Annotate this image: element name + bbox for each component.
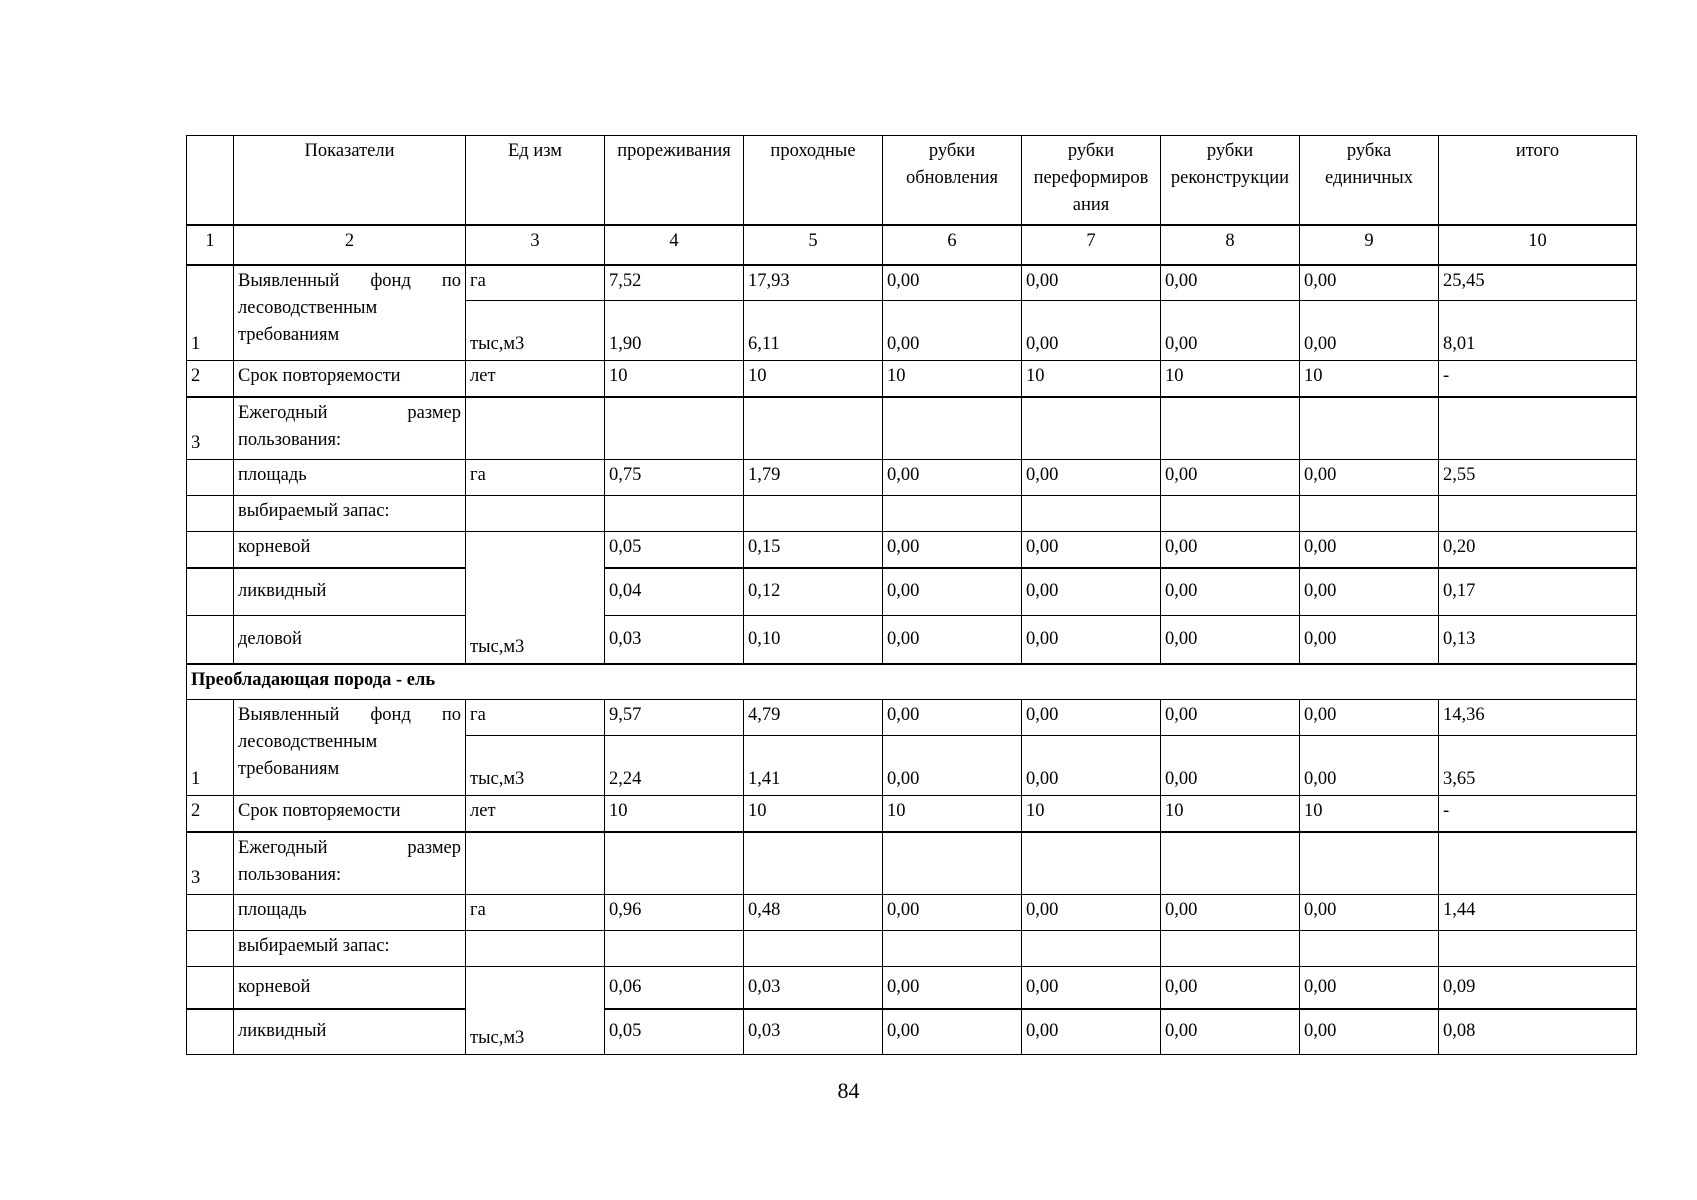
header-cell-passing: проходные <box>744 136 883 225</box>
header-cell-total: итого <box>1439 136 1637 225</box>
table-row <box>187 931 1637 967</box>
value-cell: 8,01 <box>1439 301 1637 361</box>
empty-cell <box>187 460 234 496</box>
value-cell: 0,00 <box>1300 532 1439 568</box>
value-cell: 0,17 <box>1439 568 1637 616</box>
value-cell: 0,00 <box>883 700 1022 736</box>
table-row <box>187 265 1637 301</box>
row-label-stock: выбираемый запас: <box>234 931 466 967</box>
value-cell: 0,00 <box>1161 1009 1300 1055</box>
value-cell: 1,44 <box>1439 895 1637 931</box>
value-cell: 0,00 <box>1161 301 1300 361</box>
table-row <box>187 568 1637 616</box>
header-line: ания <box>1072 195 1110 215</box>
value-cell: 0,00 <box>1161 265 1300 301</box>
empty-cell <box>1161 397 1300 460</box>
column-number: 7 <box>1022 225 1161 265</box>
table-row <box>187 397 1637 460</box>
value-cell: 10 <box>1022 796 1161 832</box>
value-cell: 0,00 <box>1022 460 1161 496</box>
column-number: 6 <box>883 225 1022 265</box>
label-line: требованиям <box>238 759 340 779</box>
header-cell-reformation <box>1022 136 1161 225</box>
row-label-liquid: ликвидный <box>234 1009 466 1055</box>
value-cell: 10 <box>605 361 744 397</box>
empty-cell <box>1439 832 1637 895</box>
label-line: пользования: <box>238 864 342 885</box>
header-line: рубка <box>1346 141 1392 161</box>
column-number: 10 <box>1439 225 1637 265</box>
value-cell: 6,11 <box>744 301 883 361</box>
value-cell: 0,04 <box>605 568 744 616</box>
value-cell: 9,57 <box>605 700 744 736</box>
label-line: пользования: <box>238 429 342 450</box>
value-cell: 0,00 <box>1161 460 1300 496</box>
value-cell: 0,03 <box>605 616 744 664</box>
value-cell: - <box>1439 361 1637 397</box>
empty-cell <box>1439 931 1637 967</box>
label-line: Выявленный фонд по <box>238 705 461 725</box>
section-title: Преобладающая порода - ель <box>187 664 1637 700</box>
value-cell: 2,24 <box>605 736 744 796</box>
value-cell: 0,12 <box>744 568 883 616</box>
value-cell: 0,00 <box>1300 895 1439 931</box>
empty-cell <box>466 496 605 532</box>
table-row <box>187 796 1637 832</box>
value-cell: 10 <box>883 796 1022 832</box>
value-cell: 3,65 <box>1439 736 1637 796</box>
row-label-area: площадь <box>234 895 466 931</box>
value-cell: 0,00 <box>1300 460 1439 496</box>
header-row <box>187 136 1637 225</box>
header-line: реконструкции <box>1170 168 1290 188</box>
value-cell: 0,00 <box>1022 616 1161 664</box>
value-cell: 0,00 <box>1161 736 1300 796</box>
empty-cell <box>187 895 234 931</box>
row-label-area: площадь <box>234 460 466 496</box>
empty-cell <box>605 832 744 895</box>
column-number: 1 <box>187 225 234 265</box>
empty-cell <box>883 832 1022 895</box>
header-line: рубки <box>1206 141 1254 161</box>
empty-cell <box>1022 931 1161 967</box>
row-number: 2 <box>187 796 234 832</box>
empty-cell <box>883 397 1022 460</box>
empty-cell <box>1439 496 1637 532</box>
value-cell: 0,00 <box>883 265 1022 301</box>
value-cell: 0,00 <box>1300 301 1439 361</box>
column-number-row <box>187 225 1637 265</box>
row-label-root: корневой <box>234 967 466 1009</box>
empty-cell <box>744 397 883 460</box>
empty-cell <box>1439 397 1637 460</box>
value-cell: 0,00 <box>883 568 1022 616</box>
value-cell: 0,03 <box>744 967 883 1009</box>
value-cell: 0,00 <box>883 895 1022 931</box>
empty-cell <box>1161 496 1300 532</box>
unit-cell: тыс,м3 <box>466 967 605 1055</box>
unit-cell: тыс,м3 <box>466 736 605 796</box>
label-line: требованиям <box>238 324 340 345</box>
header-cell-single <box>1300 136 1439 225</box>
value-cell: 0,00 <box>1022 532 1161 568</box>
label-line: лесоводственным <box>238 297 378 318</box>
empty-cell <box>1022 832 1161 895</box>
header-cell-indicators: Показатели <box>234 136 466 225</box>
value-cell: 0,48 <box>744 895 883 931</box>
unit-cell: лет <box>466 796 605 832</box>
value-cell: 2,55 <box>1439 460 1637 496</box>
empty-cell <box>744 832 883 895</box>
value-cell: 0,00 <box>1161 700 1300 736</box>
value-cell: 10 <box>1300 796 1439 832</box>
label-line: Выявленный фонд по <box>238 270 461 291</box>
unit-cell: тыс,м3 <box>466 532 605 664</box>
value-cell: 10 <box>744 796 883 832</box>
empty-cell <box>1300 931 1439 967</box>
value-cell: 0,00 <box>1300 1009 1439 1055</box>
value-cell: 0,00 <box>1161 568 1300 616</box>
value-cell: 0,96 <box>605 895 744 931</box>
value-cell: 0,00 <box>1022 967 1161 1009</box>
section-title-row <box>187 664 1637 700</box>
empty-cell <box>883 496 1022 532</box>
value-cell: 0,00 <box>883 1009 1022 1055</box>
header-cell-renewal <box>883 136 1022 225</box>
unit-cell: тыс,м3 <box>466 301 605 361</box>
value-cell: 0,00 <box>1161 616 1300 664</box>
empty-cell <box>605 496 744 532</box>
row-label-fund <box>234 265 466 361</box>
unit-cell: га <box>466 700 605 736</box>
value-cell: 0,00 <box>1300 700 1439 736</box>
value-cell: 0,05 <box>605 1009 744 1055</box>
empty-cell <box>187 931 234 967</box>
value-cell: 1,79 <box>744 460 883 496</box>
row-number: 2 <box>187 361 234 397</box>
empty-cell <box>466 832 605 895</box>
table-row <box>187 895 1637 931</box>
empty-cell <box>1161 832 1300 895</box>
empty-cell <box>187 967 234 1009</box>
empty-cell <box>744 931 883 967</box>
value-cell: 14,36 <box>1439 700 1637 736</box>
row-label-stock: выбираемый запас: <box>234 496 466 532</box>
unit-cell: га <box>466 460 605 496</box>
header-cell <box>187 136 234 225</box>
value-cell: 0,75 <box>605 460 744 496</box>
value-cell: 0,00 <box>1300 736 1439 796</box>
value-cell: - <box>1439 796 1637 832</box>
table-row <box>187 832 1637 895</box>
value-cell: 10 <box>744 361 883 397</box>
value-cell: 1,90 <box>605 301 744 361</box>
row-label-annual <box>234 397 466 460</box>
empty-cell <box>1022 397 1161 460</box>
table-row <box>187 967 1637 1009</box>
value-cell: 0,06 <box>605 967 744 1009</box>
row-label-business: деловой <box>234 616 466 664</box>
value-cell: 0,13 <box>1439 616 1637 664</box>
row-label-annual <box>234 832 466 895</box>
value-cell: 17,93 <box>744 265 883 301</box>
value-cell: 0,00 <box>883 616 1022 664</box>
value-cell: 0,00 <box>1022 895 1161 931</box>
value-cell: 0,00 <box>883 460 1022 496</box>
value-cell: 0,00 <box>1300 967 1439 1009</box>
unit-cell: га <box>466 265 605 301</box>
empty-cell <box>187 616 234 664</box>
value-cell: 0,00 <box>883 967 1022 1009</box>
unit-cell: га <box>466 895 605 931</box>
row-number: 3 <box>187 832 234 895</box>
row-number: 1 <box>187 700 234 796</box>
table-row <box>187 460 1637 496</box>
value-cell: 10 <box>1022 361 1161 397</box>
empty-cell <box>187 1009 234 1055</box>
empty-cell <box>187 496 234 532</box>
table-row <box>187 616 1637 664</box>
value-cell: 0,00 <box>1022 301 1161 361</box>
unit-cell: лет <box>466 361 605 397</box>
page-number: 84 <box>837 1078 860 1103</box>
value-cell: 1,41 <box>744 736 883 796</box>
value-cell: 0,00 <box>1022 736 1161 796</box>
value-cell: 0,00 <box>883 532 1022 568</box>
header-line: переформиров <box>1033 168 1149 188</box>
forest-use-table <box>186 135 1637 1055</box>
row-label-root: корневой <box>234 532 466 568</box>
value-cell: 0,09 <box>1439 967 1637 1009</box>
value-cell: 0,00 <box>1022 700 1161 736</box>
column-number: 2 <box>234 225 466 265</box>
value-cell: 10 <box>1300 361 1439 397</box>
row-label-period: Срок повторяемости <box>234 361 466 397</box>
value-cell: 0,00 <box>883 736 1022 796</box>
header-line: рубки <box>928 141 976 161</box>
row-number: 3 <box>187 397 234 460</box>
value-cell: 7,52 <box>605 265 744 301</box>
header-line: единичных <box>1325 168 1413 188</box>
value-cell: 0,20 <box>1439 532 1637 568</box>
value-cell: 0,00 <box>1161 532 1300 568</box>
table-row <box>187 532 1637 568</box>
value-cell: 10 <box>883 361 1022 397</box>
empty-cell <box>1300 397 1439 460</box>
empty-cell <box>1300 496 1439 532</box>
value-cell: 0,00 <box>1300 265 1439 301</box>
empty-cell <box>466 931 605 967</box>
value-cell: 0,05 <box>605 532 744 568</box>
value-cell: 0,15 <box>744 532 883 568</box>
value-cell: 0,00 <box>883 301 1022 361</box>
empty-cell <box>883 931 1022 967</box>
value-cell: 25,45 <box>1439 265 1637 301</box>
value-cell: 0,00 <box>1300 616 1439 664</box>
header-cell-unit: Ед изм <box>466 136 605 225</box>
value-cell: 0,10 <box>744 616 883 664</box>
row-label-fund <box>234 700 466 796</box>
table-row <box>187 361 1637 397</box>
value-cell: 0,00 <box>1022 265 1161 301</box>
header-line: обновления <box>905 168 999 188</box>
column-number: 5 <box>744 225 883 265</box>
value-cell: 10 <box>1161 796 1300 832</box>
table-row <box>187 496 1637 532</box>
header-line: рубки <box>1067 141 1115 161</box>
empty-cell <box>187 568 234 616</box>
table-row <box>187 1009 1637 1055</box>
column-number: 9 <box>1300 225 1439 265</box>
value-cell: 0,00 <box>1022 568 1161 616</box>
value-cell: 0,03 <box>744 1009 883 1055</box>
empty-cell <box>605 397 744 460</box>
row-label-liquid: ликвидный <box>234 568 466 616</box>
column-number: 3 <box>466 225 605 265</box>
value-cell: 0,00 <box>1161 895 1300 931</box>
empty-cell <box>1161 931 1300 967</box>
empty-cell <box>744 496 883 532</box>
table-row <box>187 700 1637 736</box>
value-cell: 0,00 <box>1300 568 1439 616</box>
label-line: лесоводственным <box>238 732 378 752</box>
value-cell: 0,00 <box>1022 1009 1161 1055</box>
column-number: 4 <box>605 225 744 265</box>
value-cell: 0,08 <box>1439 1009 1637 1055</box>
empty-cell <box>1022 496 1161 532</box>
value-cell: 0,00 <box>1161 967 1300 1009</box>
value-cell: 10 <box>605 796 744 832</box>
header-cell-reconstruction <box>1161 136 1300 225</box>
row-label-period: Срок повторяемости <box>234 796 466 832</box>
empty-cell <box>1300 832 1439 895</box>
label-line: Ежегодный размер <box>238 402 461 423</box>
empty-cell <box>605 931 744 967</box>
value-cell: 4,79 <box>744 700 883 736</box>
label-line: Ежегодный размер <box>238 837 461 858</box>
empty-cell <box>466 397 605 460</box>
row-number: 1 <box>187 265 234 361</box>
header-cell-thinning: прореживания <box>605 136 744 225</box>
value-cell: 10 <box>1161 361 1300 397</box>
column-number: 8 <box>1161 225 1300 265</box>
empty-cell <box>187 532 234 568</box>
